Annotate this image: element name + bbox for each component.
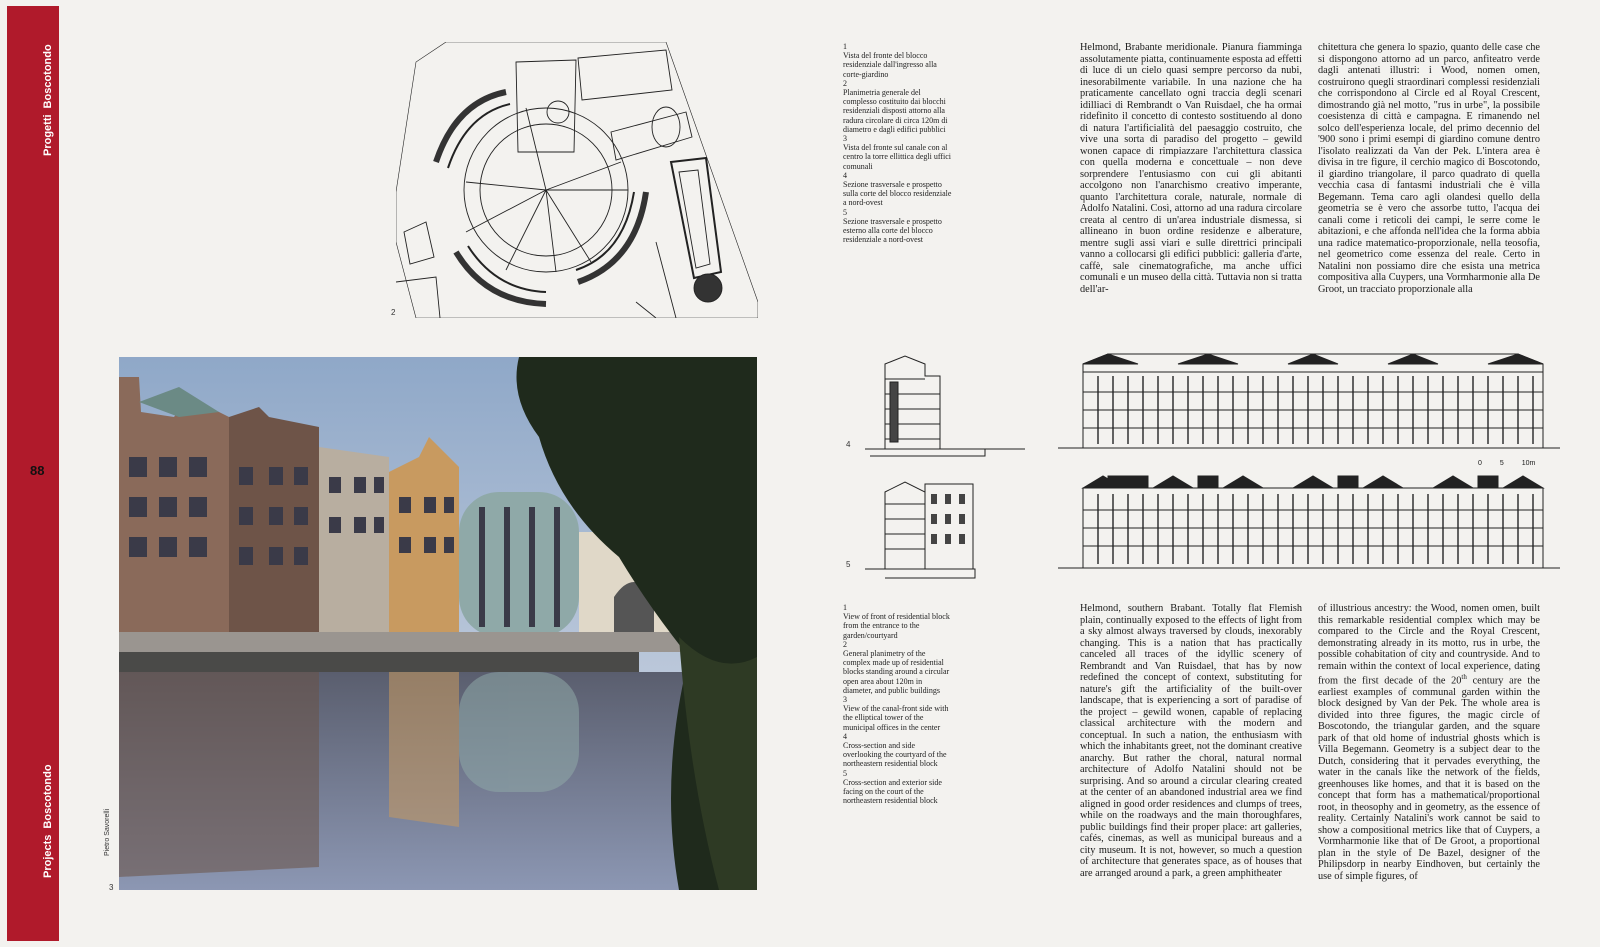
cross-section-4 [865,354,1025,462]
elevation-5 [1048,472,1570,576]
photo-credit: Pietro Savorelli [104,808,111,856]
caption-en-2-text: General planimetry of the complex made up of residential blocks standing around a circular open area about 120m in diameter, and public buildings [843,649,950,695]
caption-it-3-text: Vista del fronte sul canale con al centro la torre ellittica degli uffici comunali [843,143,952,171]
caption-it-2-number: 2 [843,78,847,88]
caption-it-3-number: 3 [843,134,847,144]
spine-project-en: Boscotondo [42,764,54,829]
spine-label-bottom [42,764,54,878]
caption-en-1-text: View of front of residential block from the entrance to the garden/courtyard [843,612,950,640]
scale-label-5: 5 [1499,460,1504,467]
captions-english [843,603,953,805]
caption-it-4-number: 4 [843,170,847,180]
figure-number-5: 5 [846,560,851,569]
scale-bar-labels [1478,460,1535,467]
body-text-en-col2-part-b: century are the earliest examples of communal garden within the block designed by Van der Pek. The whole area is divided into three figures, the magic circle of Boscotondo, the triangular garden, and the square park of that old home of industrial ghosts which is Villa Begemann. Geometry is a subject dear to the Dutch, considering that it pervades everything, the water in the canals like the network of the fields, greenhouses like homes, and that it is based on the concept that form has a mathematical/proportional root, in theosophy and in geometry, as the essence of reality. Certainly Natalini's work cannot be said to show a compositional metrics like that of Cuypers, a Vormharmonie like that of De Groot, a proportional plan in the style of De Bazel, designer of the Philipsdorp in nearby Eindhoven, but certainly the use of simple figures, of [1318,675,1540,882]
body-text-it-col2 [1318,42,1540,295]
caption-en-4-number: 4 [843,731,847,741]
caption-en-1-number: 1 [843,603,847,612]
spine-section-en: Projects [42,834,54,878]
caption-it-5-text: Sezione trasversale e prospetto esterno alla corte del blocco residenziale a nord-ovest [843,216,942,245]
caption-it-1-number: 1 [843,42,847,51]
figure-number-4: 4 [846,440,851,449]
canal-front-photo [119,357,757,890]
body-text-en-col2-para [1318,603,1540,882]
figure-number-3: 3 [109,883,114,892]
spine-label-top [42,44,54,156]
cross-section-5 [865,474,1025,586]
scale-label-10m: 10m [1521,460,1536,467]
elevation-4 [1048,352,1570,456]
captions-italian [843,42,953,244]
body-text-it-col2-para: chitettura che genera lo spazio, quanto delle case che si dispongono attorno ad un parco, anfiteatro verde dagli antenati illustri: i Wood, nomen omen, costruirono quegli straordinari complessi residenziali che corrispondono al Circle ed al Royal Crescent, dimostrando già nel motto, "rus in urbe", la possibile coesistenza di città e campagna. E rimanendo nel solco dell'esperienza locale, del primo decennio del '900 sono i primi esempi di giardino comune dentro l'isolato realizzati da Van der Pek. L'intera area è divisa in tre figure, il cerchio magico di Boscotondo, il giardino triangolare, il parco quadrato di quella vecchia casa di fantasmi industriali che è villa Begemann. Tema caro agli olandesi quello della geometria se è vero che assorbe tutto, l'acqua dei canali come i reticoli dei campi, le serre come le abitazioni, e che affonda nell'idea che la forma abbia una radice matematico-proporzionale, nella teosofia, nel geometrico come essenza del reale. Certo in Natalini non possiamo dire che esista una metrica compositiva alla Cuypers, una Vormharmonie alla De Groot, un tracciato proporzionale alla [1318,42,1540,295]
caption-it-5-number: 5 [843,207,847,217]
caption-en-5-number: 5 [843,768,847,778]
caption-en-5-text: Cross-section and exterior side facing on the court of the northeastern residential block [843,777,942,806]
body-text-it-col1 [1080,42,1302,295]
body-text-en-col1 [1080,603,1302,879]
caption-it-2-text: Planimetria generale del complesso costituito dai blocchi residenziali disposti attorno alla radura circolare di circa 120m di diametro e dagli edifici pubblici [843,88,948,134]
caption-it-4-text: Sezione trasversale e prospetto sulla corte del blocco residenziale a nord-ovest [843,180,952,208]
site-plan-drawing [396,42,758,318]
spine-section-it: Progetti [42,114,54,156]
body-text-en-col2-part-a: of illustrious ancestry: the Wood, nomen omen, built this remarkable residential complex which may be compared to the Circle and the Royal Crescent, demonstrating already in its motto, rus in urbe, the possible cohabitation of city and countryside. And to remain within the context of local experience, dating from the first decade of the 20 [1318,603,1540,687]
body-text-en-col2 [1318,603,1540,882]
figure-number-2: 2 [391,308,396,317]
page-number: 88 [30,463,45,478]
body-text-it-col1-para: Helmond, Brabante meridionale. Pianura fiamminga assolutamente piatta, continuamente esposta ad effetti di luce di un cielo quasi sempre percorso da nubi, inesorabilmente variabile. In una nazione che ha praticamente cancellato ogni traccia degli scenari idilliaci di Rembrandt o Van Ruisdael, che ha ormai ridefinito il concetto di contesto sostituendo al dono di natura l'artificialità del paesaggio costruito, che vive una sorta di paradiso del progetto – gewild wonen capace di rimpiazzare l'architettura classica con quella moderna e concettuale – non deve sorprendere l'entusiasmo con cui gli abitanti accolgono non l'anarchismo creativo imperante, quanto l'architettura corale, naturale, normale di Adolfo Natalini. Così, attorno ad una radura circolare creata al centro di un'area industriale dismessa, si allineano in buon ordine residenze e alberature, mentre sugli assi viari e sulle direttrici principali vanno a collocarsi gli edifici pubblici: galleria d'arte, caffè, sale cinematografiche, ma anche uffici comunali e un museo della città. Tuttavia non si tratta dell'ar- [1080,42,1302,295]
caption-it-1-text: Vista del fronte del blocco residenziale dall'ingresso alla corte-giardino [843,51,937,79]
ordinal-suffix: th [1461,673,1467,681]
spine-project-it: Boscotondo [42,44,54,109]
scale-label-0: 0 [1478,460,1482,467]
body-text-en-col1-para: Helmond, southern Brabant. Totally flat Flemish plain, continually exposed to the effects of light from a sky almost always traversed by clouds, inexorably changing. This is a nation that has practically canceled all traces of the idyllic scenery of Rembrandt and Van Ruisdael, that has by now redefined the concept of context, substituting for nature's gift the artificiality of the built-over landscape, that is experiencing a sort of paradise of the project – gewild wonen, capable of replacing classical architecture with the modern and conceptual. In such a nation, the enthusiasm with which the inhabitants greet, not the dominant creative anarchy. But rather the choral, natural normal architecture of Adolfo Natalini should not be surprising. And so around a circular clearing created at the center of an abandoned industrial area we find aligned in good order residences and clumps of trees, while on the roadways and the main thoroughfares, public buildings find their proper place: art galleries, cafés, cinemas, as well as municipal bureaus and a city museum. It is not, however, so much a question of architecture that generates space, as of houses that are arranged around a park, a green amphitheater [1080,603,1302,879]
caption-en-4-text: Cross-section and side overlooking the courtyard of the northeastern residential block [843,741,947,769]
caption-en-3-number: 3 [843,695,847,705]
caption-en-2-number: 2 [843,639,847,649]
caption-en-3-text: View of the canal-front side with the elliptical tower of the municipal offices in the center [843,704,949,732]
